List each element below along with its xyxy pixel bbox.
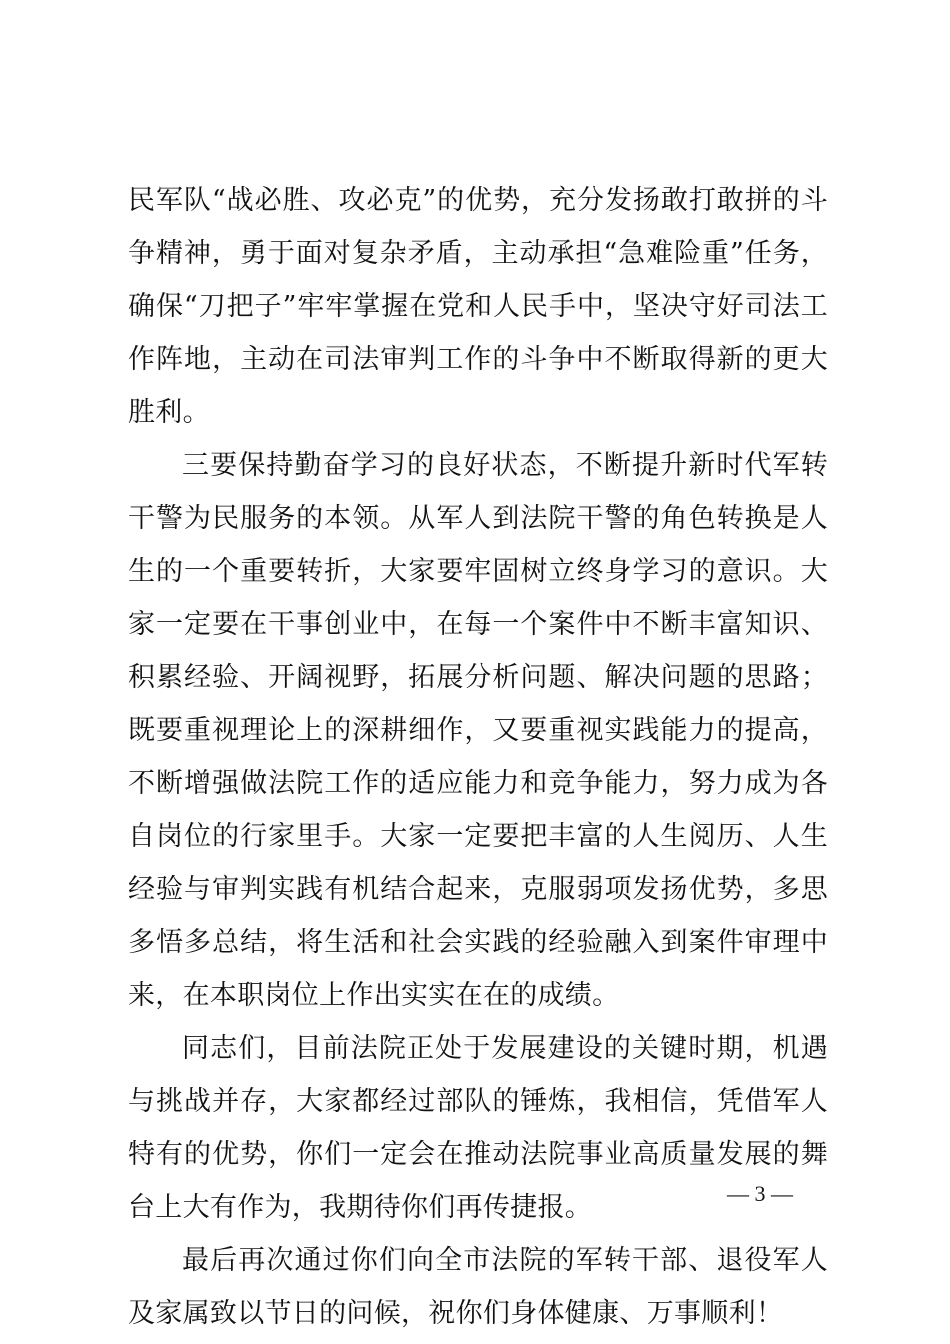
paragraph-study: 三要保持勤奋学习的良好状态，不断提升新时代军转干警为民服务的本领。从军人到法院干警的角色转换是人生的一个重要转折，大家要牢固树立终身学习的意识。大家一定要在干事创业中，在每一个案件中不断丰富知识、积累经验、开阔视野，拓展分析问题、解决问题的思路；既要重视理论上的深耕细作，又要重视实践能力的提高，不断增强做法院工作的适应能力和竞争能力，努力成为各自岗位的行家里手。大家一定要把丰富的人生阅历、人生经验与审判实践有机结合起来，克服弱项发扬优势，多思多悟多总结，将生活和社会实践的经验融入到案件审理中来，在本职岗位上作出实实在在的成绩。 [128, 450, 828, 1011]
document-body [128, 174, 828, 1340]
paragraph-continued: 民军队“战必胜、攻必克”的优势，充分发扬敢打敢拼的斗争精神，勇于面对复杂矛盾，主动承担“急难险重”任务，确保“刀把子”牢牢掌握在党和人民手中，坚决守好司法工作阵地，主动在司法审判工作的斗争中不断取得新的更大胜利。 [128, 185, 828, 428]
paragraph-closing: 最后再次通过你们向全市法院的军转干部、退役军人及家属致以节日的问候，祝你们身体健康、万事顺利！ [128, 1245, 828, 1329]
page-number: — 3 — [727, 1181, 793, 1206]
paragraph-comrades: 同志们，目前法院正处于发展建设的关键时期，机遇与挑战并存，大家都经过部队的锤炼，我相信，凭借军人特有的优势，你们一定会在推动法院事业高质量发展的舞台上大有作为，我期待你们再传捷报。 [128, 1033, 828, 1223]
